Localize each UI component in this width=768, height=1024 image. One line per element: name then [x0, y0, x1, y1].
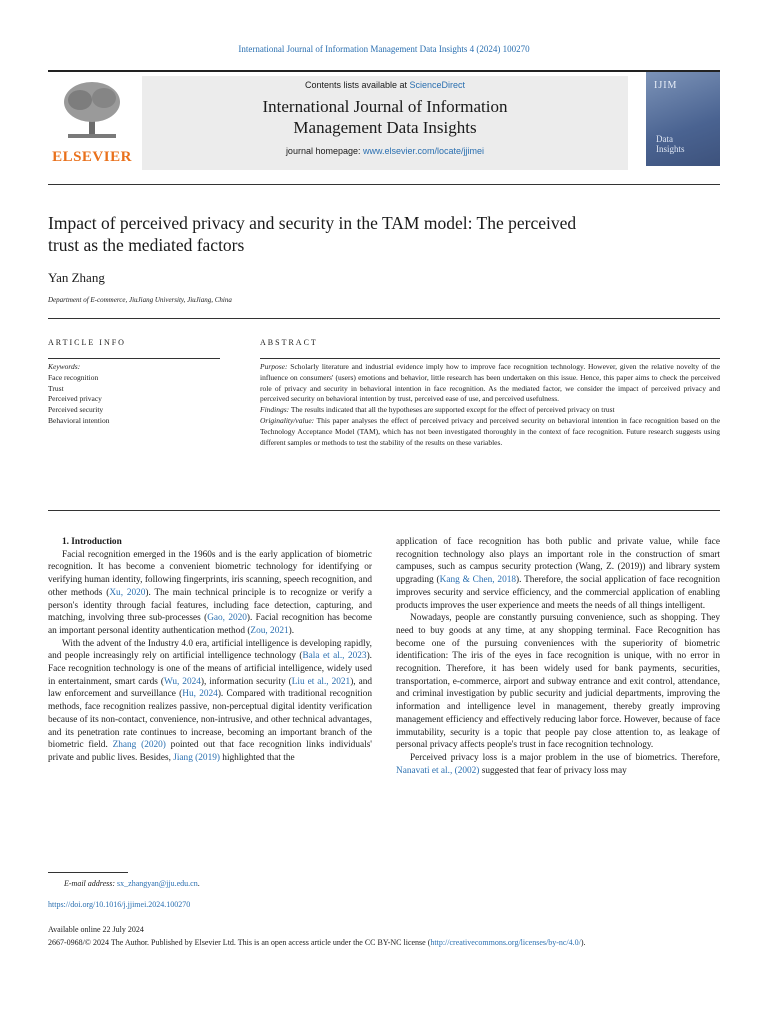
- journal-cover: [646, 72, 720, 166]
- paragraph: application of face recognition has both public and private value, while face recognition technology also plays an important role in the construction of smart campuses, such as campus security protection (Wang, Z. (2019)) and library system upgrading (Kang & Chen, 2018). Therefore, the social application of face recognition improves security and service efficiency, and the commercial application of enabling products improves the user experience and meets the needs of all things intelligent.: [396, 537, 720, 611]
- author-name: Yan Zhang: [48, 270, 105, 285]
- masthead-banner: [142, 76, 628, 170]
- journal-title: International Journal of Information Management Data Insights: [262, 97, 508, 137]
- abstract-purpose: Purpose: Scholarly literature and industrial evidence imply how to improve face recognition technology. However, given the relative novelty of the influence on consumers' (users) emotions and behavior, little research has been undertaken on this issue. Hence, this paper aims to check the perceived role of privacy and security in behavioral intention in face recognition. As the mediated factor, we consider the impact of perceived privacy and perceived security on behavioral intention by trust, perceived ease of use, and perceived usefulness.: [260, 362, 720, 404]
- running-header: International Journal of Information Management Data Insights 4 (2024) 100270: [238, 44, 530, 54]
- cover-code: IJIM: [654, 80, 678, 91]
- citation-link[interactable]: Zhang (2020): [112, 740, 166, 751]
- abstract-originality: Originality/value: This paper analyses the effect of perceived privacy and perceived security on behavioral intention in face recognition based on the Technology Acceptance Model (TAM), which has not been investigated thoroughly in the context of face recognition. Future research suggests using different samples or methods to test the stability of the results on these variables.: [260, 415, 720, 447]
- paragraph: Facial recognition emerged in the 1960s and is the early application of biometric recognition. It has become a convenient biometric technology for identifying or verifying human identity, following fingerprints, iris scanning, speech recognition, and other methods (Xu, 2020). The main technical principle is to recognize or verify a person's identity through facial features, including face detection, capturing, and matching, involving three sub-processes (Gao, 2020). Facial recognition has become an important personal identity authentication method (Zou, 2021).: [48, 549, 373, 636]
- citation-link[interactable]: Jiang (2019): [173, 752, 220, 763]
- cover-title: Data Insights: [656, 134, 685, 154]
- corresponding-email: E-mail address: sx_zhangyan@jju.edu.cn.: [64, 879, 200, 888]
- license-link[interactable]: http://creativecommons.org/licenses/by-nc/4.0/: [430, 938, 581, 947]
- journal-homepage: journal homepage: www.elsevier.com/locate/jjimei: [285, 146, 485, 156]
- email-link[interactable]: sx_zhangyan@jju.edu.cn: [117, 879, 198, 888]
- citation-link[interactable]: Zou, 2021: [250, 625, 289, 636]
- citation-link[interactable]: Kang & Chen, 2018: [439, 575, 517, 586]
- citation-link[interactable]: Gao, 2020: [207, 613, 247, 624]
- abstract-body: [260, 362, 720, 448]
- license-statement: 2667-0968/© 2024 The Author. Published by Elsevier Ltd. This is an open access article under the CC BY-NC license (http://creativecommons.org/licenses/by-nc/4.0/).: [48, 938, 586, 947]
- available-online: Available online 22 July 2024: [48, 925, 144, 934]
- publisher-name: ELSEVIER: [52, 149, 132, 165]
- citation-link[interactable]: Nanavati et al., (2002): [396, 765, 480, 776]
- keyword-item: Face recognition: [48, 372, 99, 382]
- header-divider: [48, 184, 720, 185]
- doi-link[interactable]: https://doi.org/10.1016/j.jjimei.2024.100270: [48, 900, 191, 909]
- citation-link[interactable]: Hu, 2024: [182, 689, 218, 700]
- abstract-divider: [48, 510, 720, 511]
- contents-line: Contents lists available at ScienceDirect: [304, 80, 466, 90]
- paragraph: Nowadays, people are constantly pursuing convenience, such as shopping. They need to buy goods at any time, at any shopping terminal. Face Recognition has become one of the pursuing conveniences with the superiority of biometric identification: The iris of the eyes in face recognition is unique, with no error in recognition. Therefore, it has been widely used for bank payments, securities, transportation, e-commerce, airport and subway entrance and exit control, attendance, and criminal investigation by public security and judicial departments, improving the information and intelligence level in management, thereby greatly improving management efficiency and effectively reducing labor force. However, because of face immutability, security is a topic that people pay close attention to, as leakage of personal privacy affects people's trust in face recognition technology.: [396, 613, 720, 751]
- abstract-heading: ABSTRACT: [260, 338, 318, 347]
- masthead-rule: [48, 70, 720, 72]
- keywords-label: Keywords:: [48, 362, 81, 371]
- body-column-left: [48, 536, 372, 765]
- citation-link[interactable]: Xu, 2020: [109, 587, 146, 598]
- body-column-right: [396, 536, 720, 777]
- author-affiliation: Department of E-commerce, JiuJiang University, JiuJiang, China: [48, 296, 232, 304]
- keyword-item: Trust: [48, 383, 64, 393]
- citation-link[interactable]: Bala et al., 2023: [302, 651, 367, 662]
- keywords-list: [48, 362, 220, 427]
- article-title: Impact of perceived privacy and security in the TAM model: The perceived trust as the mediated factors: [48, 213, 577, 255]
- section-heading-introduction: 1. Introduction: [62, 537, 122, 547]
- elsevier-tree-icon: [60, 78, 124, 142]
- publisher-logo: [48, 78, 136, 170]
- keywords-rule: [48, 358, 220, 359]
- keyword-item: Perceived privacy: [48, 394, 102, 404]
- sciencedirect-link[interactable]: ScienceDirect: [409, 80, 466, 90]
- footnote-rule: [48, 872, 128, 873]
- citation-link[interactable]: Wu, 2024: [163, 676, 201, 687]
- paragraph: Perceived privacy loss is a major problem in the use of biometrics. Therefore, Nanavati et al., (2002) suggested that fear of privacy loss may: [396, 752, 720, 776]
- keyword-item: Behavioral intention: [48, 415, 110, 425]
- homepage-link[interactable]: www.elsevier.com/locate/jjimei: [363, 146, 485, 156]
- keyword-item: Perceived security: [48, 405, 104, 415]
- journal-masthead: [48, 70, 720, 170]
- info-divider: [48, 318, 720, 319]
- paragraph: With the advent of the Industry 4.0 era, artificial intelligence is developing rapidly, and people increasingly rely on artificial intelligence technology (Bala et al., 2023). Face recognition technology is one of the means of artificial intelligence, widely used in entertainment, smart cards (Wu, 2024), information security (Liu et al., 2021), and law enforcement and surveillance (Hu, 2024). Compared with traditional recognition methods, face recognition realizes passive, non-perceptual digital identity verification because of its non-contact, convenience, non-intrusive, and other technical advantages, and its penetration rate continues to increase, becoming an important branch of the biometric field. Zhang (2020) pointed out that face recognition links individuals' private and public lives. Besides, Jiang (2019) highlighted that the: [48, 638, 373, 763]
- article-info-heading: ARTICLE INFO: [48, 338, 126, 347]
- abstract-findings: Findings: The results indicated that all the hypotheses are supported except for the effect of perceived privacy on trust: [260, 405, 615, 415]
- abstract-rule: [260, 358, 720, 359]
- citation-link[interactable]: Liu et al., 2021: [291, 676, 351, 687]
